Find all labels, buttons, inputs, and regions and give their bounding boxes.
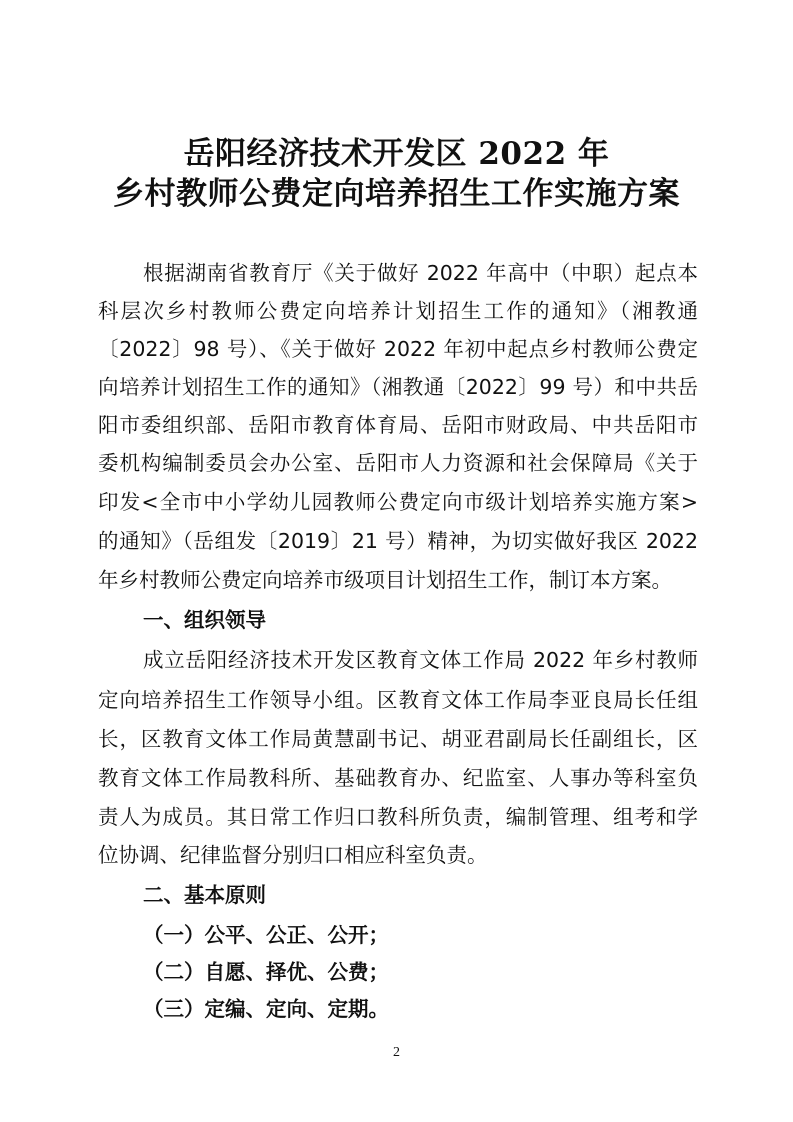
paragraph-1-line: 科层次乡村教师公费定向培养计划招生工作的通知》（湘教通 <box>98 299 698 323</box>
paragraph-2-line: 责人为成员。其日常工作归口教科所负责，编制管理、组考和学 <box>98 805 698 829</box>
paragraph-1-line: 委机构编制委员会办公室、岳阳市人力资源和社会保障局《关于 <box>98 451 698 475</box>
section-heading-organization: 一、组织领导 <box>143 608 266 632</box>
paragraph-1-line: 向培养计划招生工作的通知》（湘教通〔2022〕99 号）和中共岳 <box>98 375 698 399</box>
section-heading-principles: 二、基本原则 <box>143 883 266 907</box>
paragraph-2-line: 定向培养招生工作领导小组。区教育文体工作局李亚良局长任组 <box>98 688 698 712</box>
document-title-line-2: 乡村教师公费定向培养招生工作实施方案 <box>113 176 680 212</box>
paragraph-2-line: 成立岳阳经济技术开发区教育文体工作局 2022 年乡村教师 <box>143 648 698 672</box>
paragraph-1-line: 的通知》（岳组发〔2019〕21 号）精神，为切实做好我区 2022 <box>98 529 698 553</box>
paragraph-2-line: 长，区教育文体工作局黄慧副书记、胡亚君副局长任副组长，区 <box>98 727 698 751</box>
paragraph-1-line: 根据湖南省教育厅《关于做好 2022 年高中（中职）起点本 <box>143 261 698 285</box>
paragraph-2-line: 教育文体工作局教科所、基础教育办、纪监室、人事办等科室负 <box>98 766 698 790</box>
paragraph-1-line: 印发<全市中小学幼儿园教师公费定向市级计划培养实施方案> <box>98 490 698 514</box>
paragraph-1-line: 年乡村教师公费定向培养市级项目计划招生工作，制订本方案。 <box>98 568 672 592</box>
page-number: 2 <box>393 1045 400 1060</box>
principle-item: （三）定编、定向、定期。 <box>143 997 389 1021</box>
principle-item: （二）自愿、择优、公费； <box>143 960 389 984</box>
principle-item: （一）公平、公正、公开； <box>143 923 389 947</box>
paragraph-2-line: 位协调、纪律监督分别归口相应科室负责。 <box>98 843 488 867</box>
paragraph-1-line: 阳市委组织部、岳阳市教育体育局、岳阳市财政局、中共岳阳市 <box>98 413 698 437</box>
document-title-line-1: 岳阳经济技术开发区 2022 年 <box>183 136 610 172</box>
paragraph-1-line: 〔2022〕98 号）、《关于做好 2022 年初中起点乡村教师公费定 <box>98 337 698 361</box>
